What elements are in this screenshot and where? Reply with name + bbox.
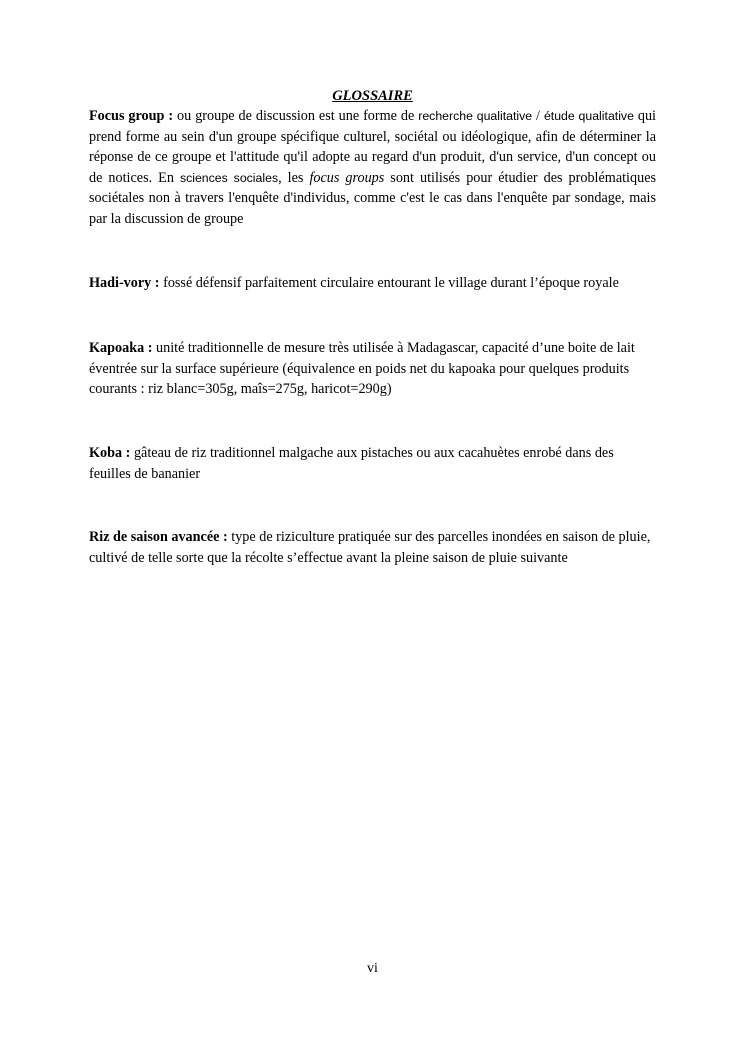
definition-text: / [532, 108, 544, 124]
definition-text: qui prend forme au sein d'un groupe spécifique culturel, sociétal ou idéologique, afin de déterminer la réponse de ce groupe et l'attitude qu'il adopte au regard d'un produit, d'un service, d'un concept ou de notices. En [89, 108, 656, 186]
page-number: vi [367, 961, 378, 976]
glossary-entry-kapoaka [89, 338, 656, 400]
definition-text: type de riziculture pratiquée sur des parcelles inondées en saison de pluie, cultivé de telle sorte que la récolte s’effectue avant la pleine saison de pluie suivante [89, 529, 651, 566]
link-text-sciences-sociales: sciences sociales [179, 170, 279, 185]
glossary-term: Kapoaka : [89, 340, 153, 356]
glossary-term: Focus group : [89, 108, 174, 124]
glossary-entry-riz-saison-avancee [89, 527, 656, 568]
definition-text: fossé défensif parfaitement circulaire entourant le village durant l’époque royale [159, 275, 619, 291]
link-text-recherche-qualitative: recherche qualitative [418, 109, 533, 123]
definition-text: ou groupe de discussion est une forme de [173, 108, 419, 124]
definition-text: gâteau de riz traditionnel malgache aux pistaches ou aux cacahuètes enrobé dans des feuilles de bananier [89, 445, 614, 482]
glossary-term: Hadi-vory : [89, 275, 160, 291]
glossary-entry-koba [89, 443, 656, 484]
glossary-term: Koba : [89, 445, 131, 461]
glossary-term: Riz de saison avancée : [89, 529, 228, 545]
definition-text: unité traditionnelle de mesure très utilisée à Madagascar, capacité d’une boite de lait éventrée sur la surface supérieure (équivalence en poids net du kapoaka pour quelques produits courants : riz blanc=305g, maîs=275g, haricot=290g) [89, 340, 635, 397]
link-text-etude-qualitative: étude qualitative [543, 109, 634, 123]
definition-text: sont utilisés pour étudier des problématiques sociétales non à travers l'enquête d'individus, comme c'est le cas dans l'enquête par sondage, mais par la discussion de groupe [89, 169, 657, 227]
page-title: GLOSSAIRE [332, 88, 413, 104]
italic-text-focus-groups: focus groups [309, 169, 385, 186]
glossary-entry-hadi-vory [89, 273, 656, 294]
definition-text: , les [278, 169, 310, 186]
glossary-entry-focus-group [89, 106, 656, 229]
